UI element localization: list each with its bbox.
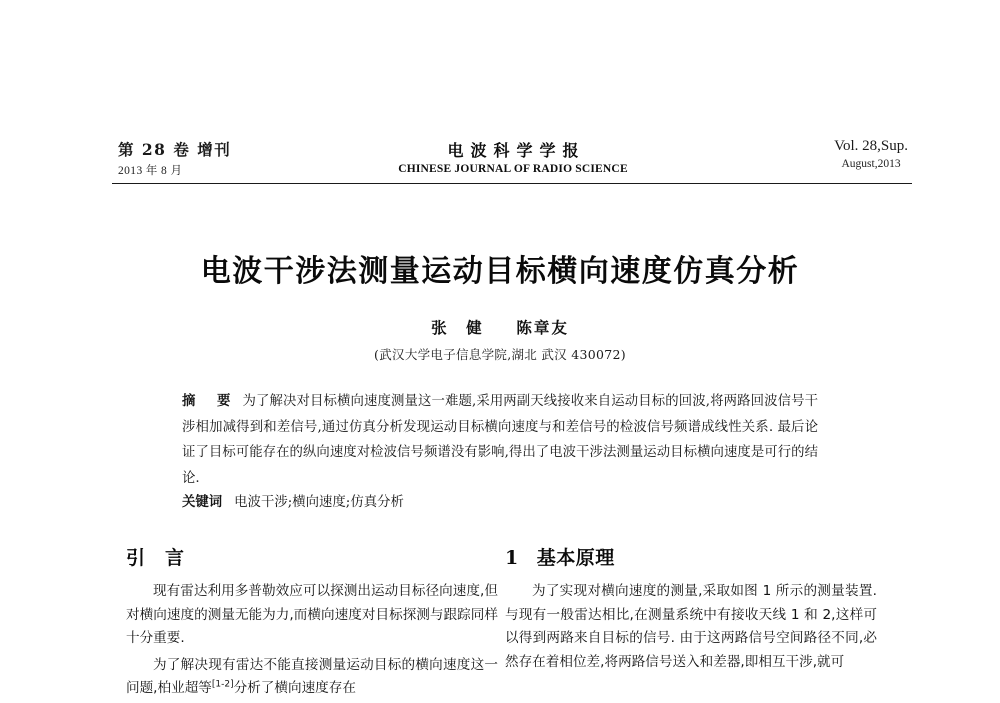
paragraph-right-1: 为了实现对横向速度的测量,采取如图 1 所示的测量装置. 与现有一般雷达相比,在测量系统中有接收天线 1 和 2,这样可以得到两路来自目标的信号. 由于这两路信号空间路径不同,必然存在着相位差,将两路信号送入和差器,即相互干涉,就可 [505,583,877,670]
body-column-left [126,543,498,703]
keywords-label: 关键词 [182,494,223,510]
abstract-block [182,389,818,491]
author-name-2: 陈章友 [516,318,569,337]
paragraph-left-2-head: 为了解决现有雷达不能直接测量运动目标的横向速度这一问题,柏业超等 [126,656,498,696]
section-heading-text-right: 基本原理 [536,547,615,569]
date-en: August,2013 [841,158,901,170]
masthead-right [834,138,908,170]
paragraph-left-2-tail: 分析了横向速度存在 [233,680,356,696]
citation-reference: [1-2] [211,679,234,690]
article-title: 电波干涉法测量运动目标横向速度仿真分析 [200,254,800,289]
author-name-1: 张 健 [431,318,484,337]
journal-title-en: CHINESE JOURNAL OF RADIO SCIENCE [398,163,628,175]
keywords-block [182,490,818,516]
masthead-divider [112,183,912,184]
body-column-right [505,543,877,703]
keywords-text: 电波干涉;横向速度;仿真分析 [234,495,404,510]
date-cn: 2013 年 8 月 [118,165,183,177]
section-heading-text-left: 引 言 [126,547,185,569]
masthead-left [118,138,231,178]
journal-title-cn: 电波科学学报 [447,141,586,160]
abstract-text: 为了解决对目标横向速度测量这一难题,采用两副天线接收来自运动目标的回波,将两路回波信号干涉相加减得到和差信号,通过仿真分析发现运动目标横向速度与和差信号的检波信号频谱成线性关系. 最后论证了目标可能存在的纵向速度对检波信号频谱没有影响,得出了电波干涉法测量运动目标横向速度是可行的结论. [182,394,819,486]
paragraph-left-2 [126,654,498,701]
abstract-label: 摘 要 [182,393,235,409]
section-heading-introduction [126,543,498,570]
masthead-center [398,138,628,175]
author-affiliation: (武汉大学电子信息学院,湖北 武汉 430072) [374,347,626,362]
volume-en: Vol. 28,Sup. [834,138,908,154]
paragraph-left-1: 现有雷达利用多普勒效应可以探测出运动目标径向速度,但对横向速度的测量无能为力,而横向速度对目标探测与跟踪同样十分重要. [126,583,498,646]
section-heading-principles [505,543,877,570]
masthead [118,138,908,184]
section-number-right: 1 [505,547,519,569]
author-list [0,316,1000,338]
volume-cn: 第 28 卷 增刊 [118,140,232,159]
